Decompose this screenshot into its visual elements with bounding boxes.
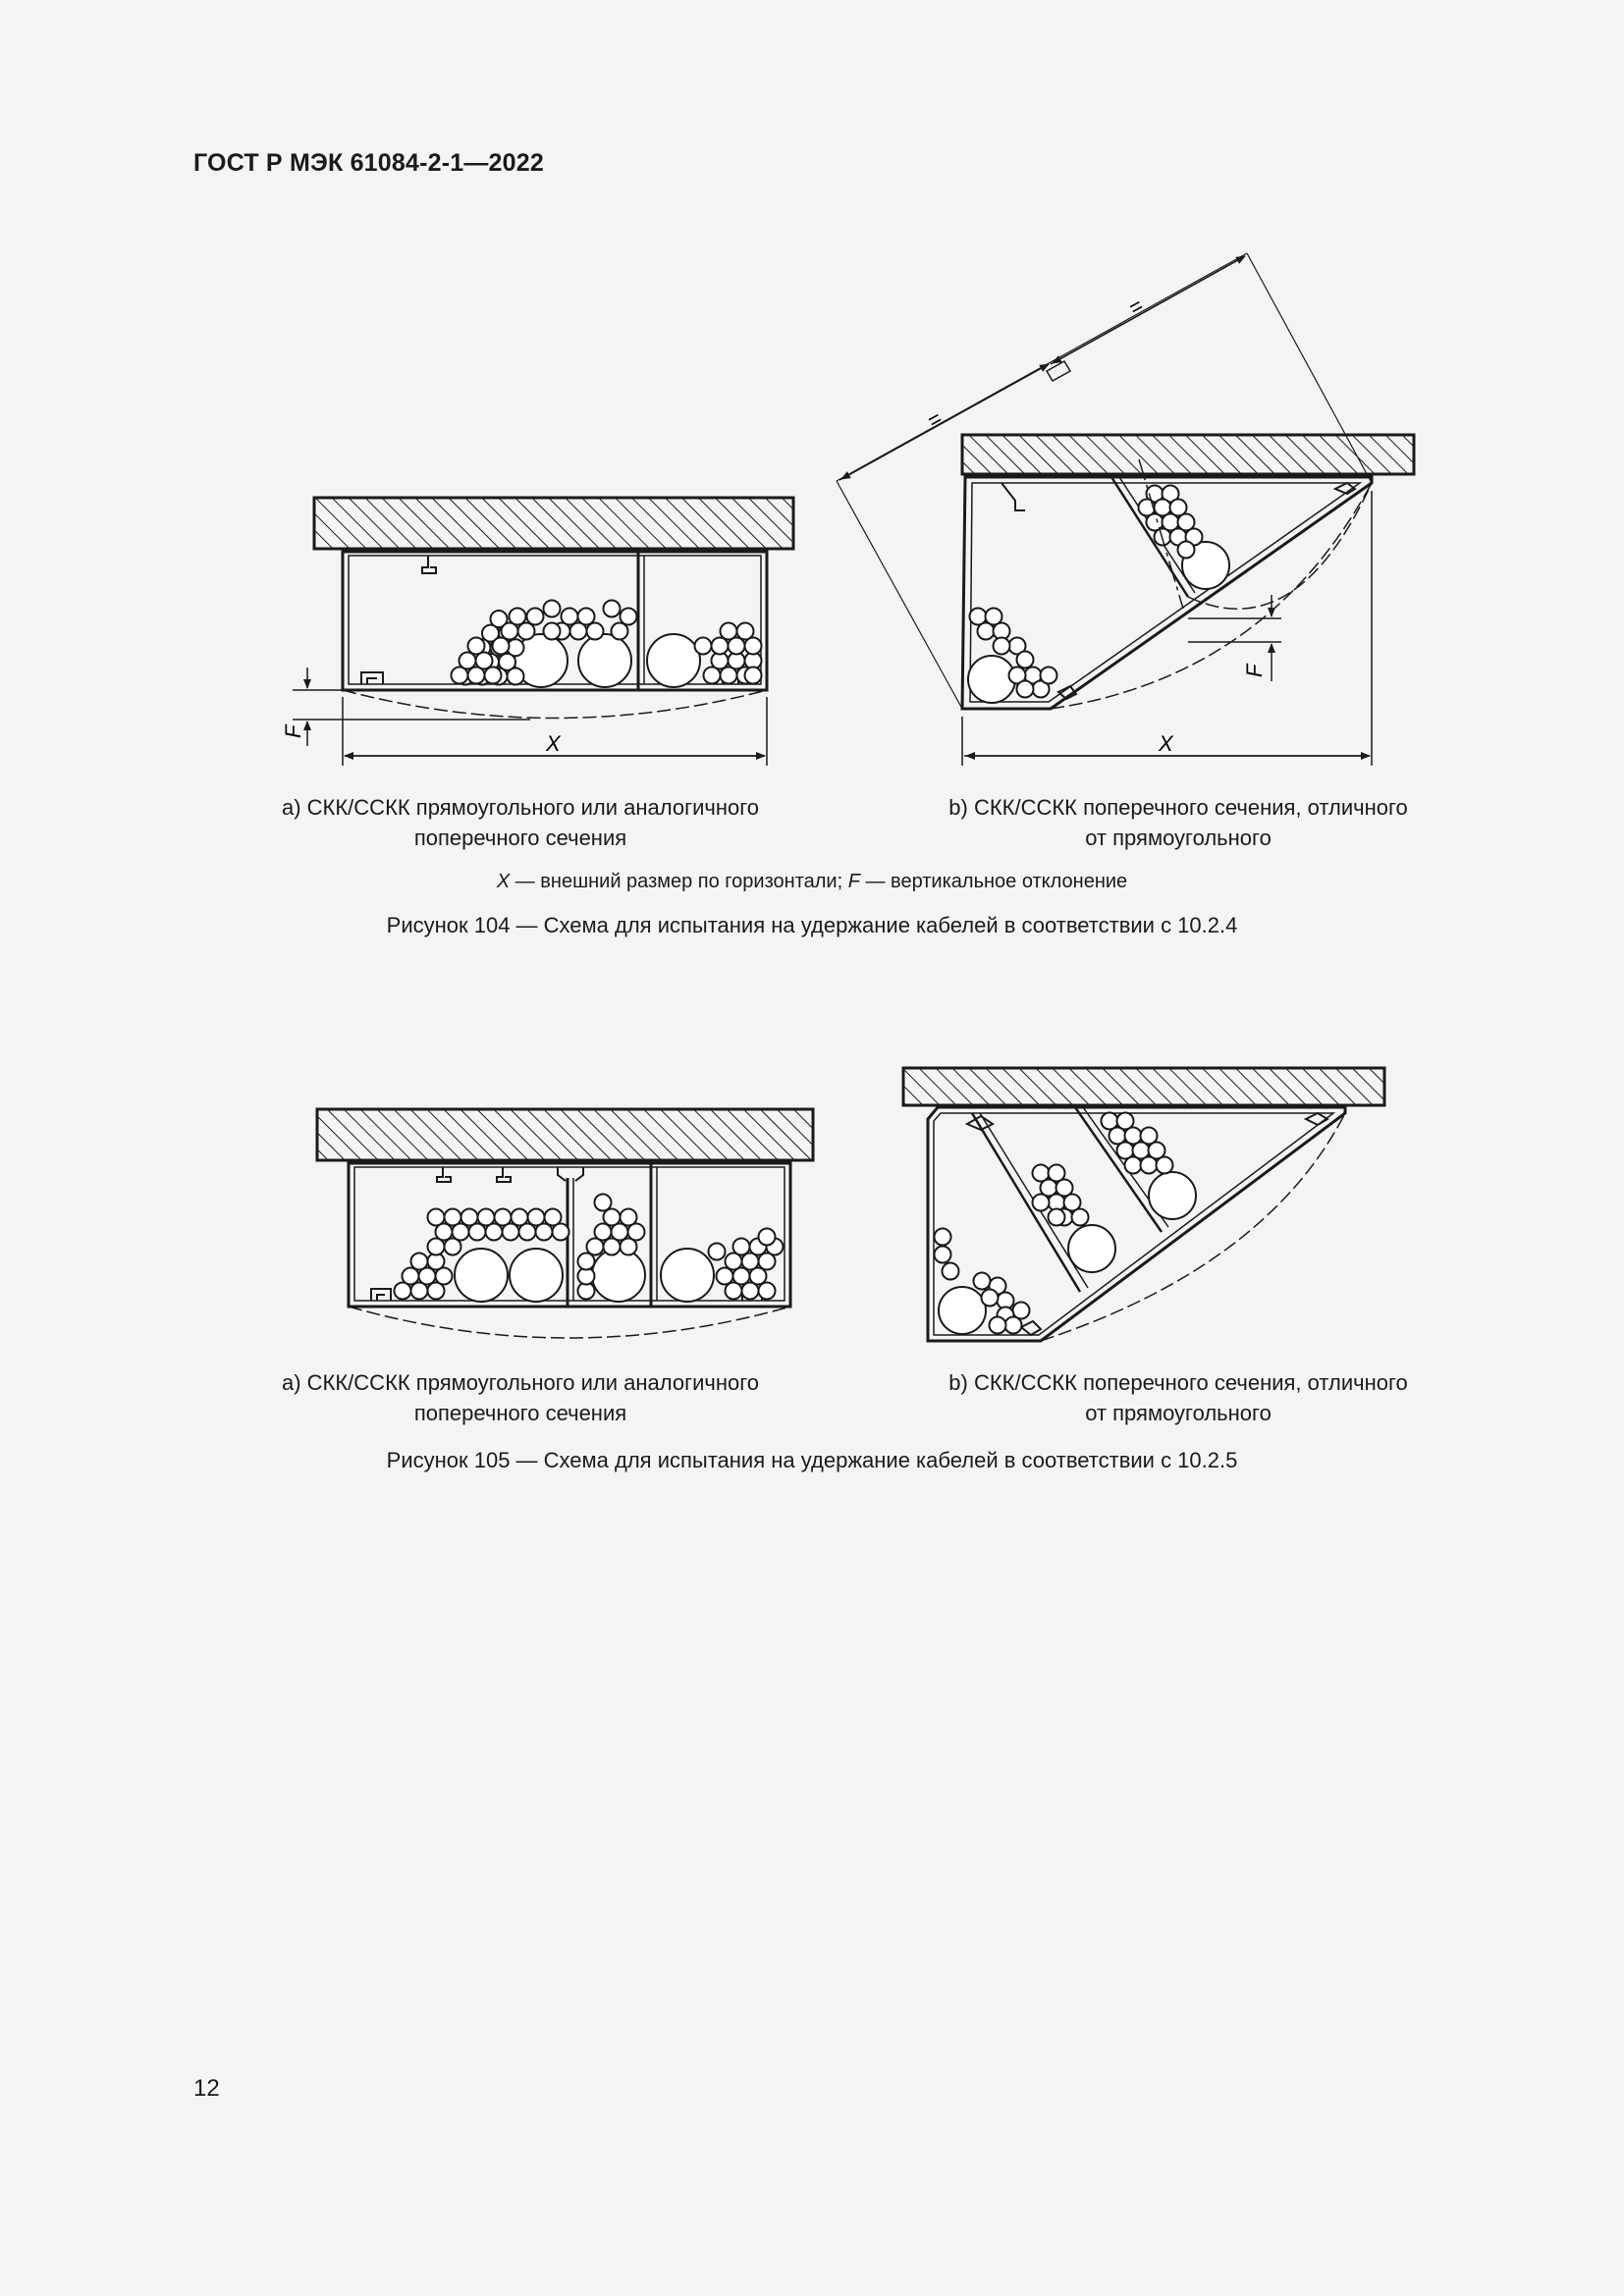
cable-circle <box>512 1209 528 1226</box>
figure-104a-caption: a) СКК/ССКК прямоугольного или аналогичного поперечного сечения <box>281 795 760 850</box>
cable-circle <box>478 1209 495 1226</box>
cable-circle <box>721 623 737 640</box>
figure-105a-caption: a) СКК/ССКК прямоугольного или аналогичного поперечного сечения <box>281 1370 760 1425</box>
cable-circle <box>595 1195 612 1211</box>
cable-circle <box>1149 1172 1196 1219</box>
figure-105-title: Рисунок 105 — Схема для испытания на удержание кабелей в соответствии с 10.2.5 <box>386 1448 1238 1472</box>
cable-circle <box>759 1283 776 1300</box>
cable-circle <box>403 1268 419 1285</box>
cable-circle <box>604 1209 621 1226</box>
cable-circle <box>661 1249 714 1302</box>
document-header: ГОСТ Р МЭК 61084-2-1—2022 <box>193 149 544 177</box>
cable-circle <box>1068 1225 1115 1272</box>
cable-circle <box>510 609 526 625</box>
cable-circle <box>510 1249 563 1302</box>
cable-circle <box>709 1244 726 1260</box>
equal-mark-right: = <box>1124 293 1148 321</box>
cable-circle <box>968 656 1015 703</box>
figure-104b-drawing <box>825 245 1434 780</box>
cable-circle <box>1033 1195 1050 1211</box>
cable-circle <box>647 634 700 687</box>
cable-circle <box>737 623 754 640</box>
cable-circle <box>578 634 631 687</box>
page-number: 12 <box>193 2075 220 2102</box>
cable-circle <box>1005 1317 1022 1334</box>
cable-circle <box>485 667 502 684</box>
cable-circle <box>1125 1157 1142 1174</box>
cable-circle <box>493 638 510 655</box>
cable-circle <box>745 667 762 684</box>
dim-f-label: F <box>281 724 305 738</box>
cable-circle <box>428 1209 445 1226</box>
cable-circle <box>990 1317 1006 1334</box>
cable-circle <box>595 1224 612 1241</box>
dim-x-label: X <box>546 731 561 756</box>
cable-circle <box>455 1249 508 1302</box>
figure-104b-caption: b) СКК/ССКК поперечного сечения, отличного от прямоугольного <box>948 795 1408 850</box>
cable-circle <box>411 1254 428 1270</box>
cable-circle <box>695 638 712 655</box>
figure-105b-caption: b) СКК/ССКК поперечного сечения, отличного от прямоугольного <box>948 1370 1408 1425</box>
cable-circle <box>587 623 604 640</box>
cable-circle <box>939 1287 986 1334</box>
cable-circle <box>1072 1209 1089 1226</box>
cable-circle <box>518 623 535 640</box>
dim-x-label-b: X <box>1159 731 1173 756</box>
cable-circle <box>621 1209 637 1226</box>
cable-circle <box>527 609 544 625</box>
cable-circle <box>943 1263 959 1280</box>
cable-circle <box>1141 1157 1158 1174</box>
cable-circle <box>544 623 561 640</box>
cable-circle <box>982 1290 999 1307</box>
cable-circle <box>460 653 476 669</box>
cable-circle <box>717 1268 733 1285</box>
figure-105b-drawing <box>884 1060 1394 1355</box>
figure-104-legend: X — внешний размер по горизонтали; F — вертикальное отклонение <box>496 871 1128 892</box>
cable-circle <box>495 1209 512 1226</box>
cable-circle <box>978 623 995 640</box>
cable-circle <box>994 638 1010 655</box>
cable-circle <box>1017 681 1034 698</box>
cable-circle <box>468 638 485 655</box>
cable-circle <box>528 1209 545 1226</box>
dim-f-label-b: F <box>1242 664 1267 677</box>
cable-circle <box>1049 1209 1065 1226</box>
cable-circle <box>759 1229 776 1246</box>
cable-circle <box>544 601 561 617</box>
cable-circle <box>604 601 621 617</box>
cable-circle <box>935 1247 951 1263</box>
cable-circle <box>508 668 524 685</box>
cable-circle <box>1041 667 1057 684</box>
cable-circle <box>621 609 637 625</box>
cable-circle <box>1157 1157 1173 1174</box>
figure-105a-drawing <box>295 1099 825 1345</box>
cable-circle <box>545 1209 562 1226</box>
equal-mark-left: = <box>923 405 947 434</box>
cable-circle <box>578 1254 595 1270</box>
cable-circle <box>712 638 729 655</box>
cable-circle <box>445 1209 461 1226</box>
cable-circle <box>592 1249 645 1302</box>
cable-circle <box>733 1239 750 1255</box>
cable-circle <box>612 623 628 640</box>
figure-104-title: Рисунок 104 — Схема для испытания на удержание кабелей в соответствии с 10.2.4 <box>386 913 1238 937</box>
cable-circle <box>1178 542 1195 559</box>
cable-circle <box>461 1209 478 1226</box>
cable-circle <box>935 1229 951 1246</box>
cable-circle <box>974 1273 991 1290</box>
figure-104a-drawing <box>275 486 825 780</box>
cable-circle <box>1017 652 1034 668</box>
cable-circle <box>570 623 587 640</box>
